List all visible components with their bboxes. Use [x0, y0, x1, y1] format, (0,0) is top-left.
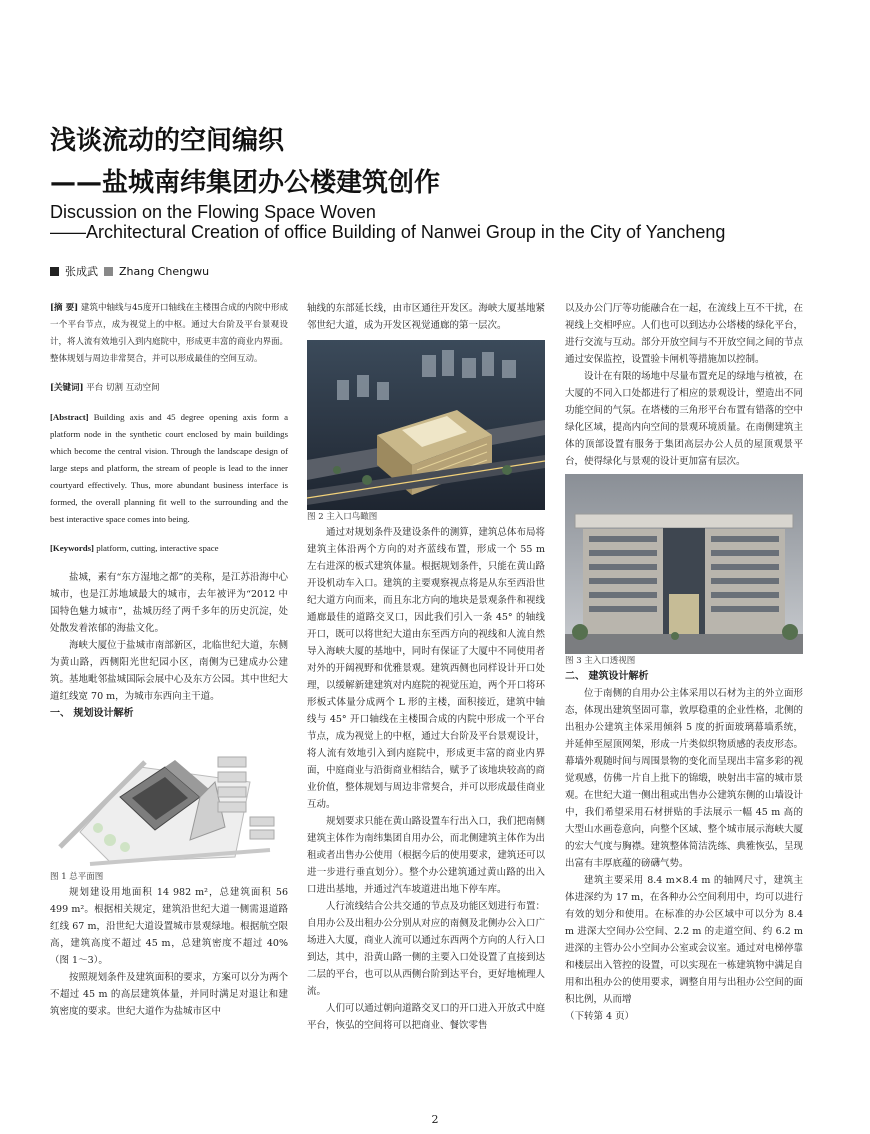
body-paragraph: 海峡大厦位于盐城市南部新区，北临世纪大道，东侧为黄山路，西侧阳光世纪园小区，南侧为已建成办公建筑。基地毗邻盐城国际会展中心及东方公园。其中世纪大道红线宽 70 m，为城市东西向主干道。 — [50, 640, 288, 702]
keywords-zh — [50, 380, 288, 397]
abstract-en-text: Building axis and 45 degree opening axis form a platform node in the synthetic court enclosed by main buildings which become the central vision. Through the landscape design of large steps and platform, the stream of people is lead to the inner courtyard effectively. Thus, more abundant business interface is formed, the overall planning fit well to the surrounding and the best interactive space comes into being. — [50, 412, 288, 524]
section-heading: 一、 规划设计解析 — [50, 708, 134, 719]
body-paragraph: 位于南侧的自用办公主体采用以石材为主的外立面形态，体现出建筑坚固可靠，敦厚稳重的企业性格，北侧的出租办公建筑主体采用倾斜 5 度的折面玻璃幕墙系统，并延伸至屋顶网架，形成一片类似织物质感的表皮形态。幕墙外观随时间与周围景物的变化而呈现出丰富多彩的视觉观感，仿佛一片自上批下的锦缎，映射出丰富的城市景观。在世纪大道一侧出租或出售办公建筑东侧的山墙设计中，我们希望采用石材拼贴的手法展示一幅 45 m 高的大型山水画卷意向，向整个区域、整个城市展示海峡大厦的宏大气度与胸襟。建筑整体简洁洗练、典雅恢弘，呈现出富有丰厚底蕴的磅礴气势。 — [565, 688, 803, 869]
title-zh-line1: 浅谈流动的空间编织 — [50, 126, 285, 156]
keywords-en — [50, 540, 288, 557]
keywords-zh-label: [关键词] — [50, 383, 84, 393]
body-paragraph: 规划建设用地面积 14 982 m²，总建筑面积 56 499 m²。根据相关规定，建筑沿世纪大道一侧需退道路红线 67 m，沿世纪大道设置城市景观绿地。根据航空限高，建筑高度不超过 45 m，总建筑密度不超过 40%（图 1～3）。 — [50, 887, 288, 966]
square-bullet-icon — [50, 267, 59, 276]
author-zh: 张成武 — [65, 265, 98, 278]
column-2 — [307, 300, 545, 1034]
body-paragraph: 按照规划条件及建筑面积的要求，方案可以分为两个不超过 45 m 的高层建筑体量，并同时满足对退让和建筑密度的要求。世纪大道作为盐城市区中 — [50, 972, 288, 1017]
abstract-zh-text: 建筑中轴线与45度开口轴线在主楼围合成的内院中形成一个平台节点，成为视觉上的中枢。通过大台阶及平台景观设计，将人流有效地引入到内庭院中，形成更丰富的商业内界面。整体规划与周边非常契合，并可以形成最佳的空间互动。 — [50, 303, 289, 364]
title-zh-line2: ——盐城南纬集团办公楼建筑创作 — [50, 168, 441, 198]
title-en-line1: Discussion on the Flowing Space Woven — [50, 202, 376, 222]
body-paragraph: 以及办公门厅等功能融合在一起，在流线上互不干扰，在视线上交相呼应。人们也可以到达办公塔楼的绿化平台，进行交流与互动。部分开放空间与不开放空间之间的节点通过安保监控，设置验卡闸机等措施加以控制。 — [565, 303, 803, 365]
abstract-zh — [50, 300, 288, 368]
figure-site-plan — [50, 722, 288, 870]
square-bullet-icon — [104, 267, 113, 276]
site-plan-image — [50, 722, 288, 870]
figure-caption: 图 3 主入口透视图 — [565, 656, 636, 666]
keywords-en-text: platform, cutting, interactive space — [96, 543, 219, 553]
continued-note: （下转第 4 页） — [565, 1011, 635, 1022]
body-paragraph: 规划要求只能在黄山路设置车行出入口，我们把南侧建筑主体作为南纬集团自用办公，而北侧建筑主体作为出租或者出售办公使用（根据今后的使用要求，建筑还可以进一步进行垂直划分）。整个办公建筑通过黄山路的出入口进出基地，并通过汽车坡道进出地下停车库。 — [307, 816, 545, 895]
body-paragraph: 建筑主要采用 8.4 m×8.4 m 的轴网尺寸，建筑主体进深约为 17 m，在各种办公空间利用中，均可以进行有效的划分和使用。在标准的办公区域中可以分为 8.4 m 进深大空间办公空间、2.2 m 的走道空间、约 6.2 m 进深的主管办公小空间办公室或会议室。通过对电梯停靠和楼层出入管控的设置，可以实现在一栋建筑物中满足自用和出租办公的使用要求，调整自用与出租办公空间的面积比例，从而增 — [565, 875, 803, 1005]
perspective-render-image — [565, 474, 803, 654]
abstract-en — [50, 409, 288, 528]
aerial-render-image — [307, 340, 545, 510]
author-line — [50, 263, 209, 279]
body-paragraph: 通过对规划条件及建设条件的测算，建筑总体布局将建筑主体沿两个方向的对齐蓝线布置，形成一个 55 m 左右进深的板式建筑体量。根据规划条件，只能在黄山路开设机动车入口。建筑的主要观察视点将是从东至西沿世纪大道方向而来，而且东北方向的地块是景观条件和视线通廊最佳的道路交叉口，因此我们引入一条 45° 的轴线开口，既可以将世纪大道由东至西方向的视线和人流自然导入海峡大厦的基地中，同时有保证了大厦中不同使用者对外的开阔视野和优雅景观。建筑西侧也同样设计开口处理，以缓解新建建筑对内庭院的视觉压迫，两个开口将环形板式体量分成两个 L 形的主楼，面积接近，建筑中轴线与 45° 开口轴线在主楼围合成的内院中形成一个平台节点，成为视觉上的中枢，通过大台阶及平台景观设计，将人流有效地引入到内庭院中，形成更丰富的商业内界面，中庭商业与沿街商业相结合，赋予了该地块较高的商业价值，整体规划与周边非常契合，并可以形成最佳商业互动。 — [307, 527, 545, 810]
title-en-line2: ——Architectural Creation of office Building of Nanwei Group in the City of Yancheng — [50, 222, 726, 242]
keywords-zh-text: 平台 切割 互动空间 — [86, 383, 160, 393]
keywords-en-label: [Keywords] — [50, 543, 94, 553]
abstract-zh-label: [摘 要] — [50, 303, 79, 313]
section-heading: 二、 建筑设计解析 — [565, 671, 649, 682]
column-3 — [565, 300, 803, 1025]
abstract-en-label: [Abstract] — [50, 412, 89, 422]
page-number: 2 — [431, 1113, 439, 1126]
column-1 — [50, 300, 288, 1020]
body-paragraph: 人们可以通过朝向道路交叉口的开口进入开放式中庭平台，恢弘的空间将可以把商业、餐饮零售 — [307, 1003, 545, 1031]
author-en: Zhang Chengwu — [119, 264, 210, 278]
figure-caption: 图 2 主入口鸟瞰图 — [307, 512, 378, 522]
figure-caption: 图 1 总平面图 — [50, 872, 104, 882]
body-paragraph: 盐城，素有“东方湿地之都”的美称，是江苏沿海中心城市，也是江苏地域最大的城市，去年被评为“2012 中国特色魅力城市”，盐城历经了两千多年的历史沉淀，处处散发着浓郁的海盐文化。 — [50, 572, 288, 634]
body-paragraph: 轴线的东部延长线，由市区通往开发区。海峡大厦基地紧邻世纪大道，成为开发区视觉通廊的第一层次。 — [307, 303, 545, 331]
body-paragraph: 设计在有限的场地中尽量布置充足的绿地与植被，在大厦的不同入口处都进行了相应的景观设计，塑造出不同功能空间的气氛。在塔楼的三角形平台布置有错落的空中绿化区域，提高内向空间的景观环境质量。在南侧建筑主体的顶部设置有服务于集团高层办公人员的屋顶观景平台，使得绿化与景观的设计更加富有层次。 — [565, 371, 803, 467]
figure-entrance-perspective — [565, 474, 803, 654]
figure-aerial-view — [307, 340, 545, 510]
body-paragraph: 人行流线结合公共交通的节点及功能区划进行布置：自用办公及出租办公分别从对应的南侧及北侧办公入口广场进入大厦，商业人流可以通过东西两个方向的人行入口到达，其中，沿黄山路一侧的主要入口处设置了直接到达二层的平台，也可以从西侧台阶到达平台，更好地梳理人流。 — [307, 901, 545, 997]
